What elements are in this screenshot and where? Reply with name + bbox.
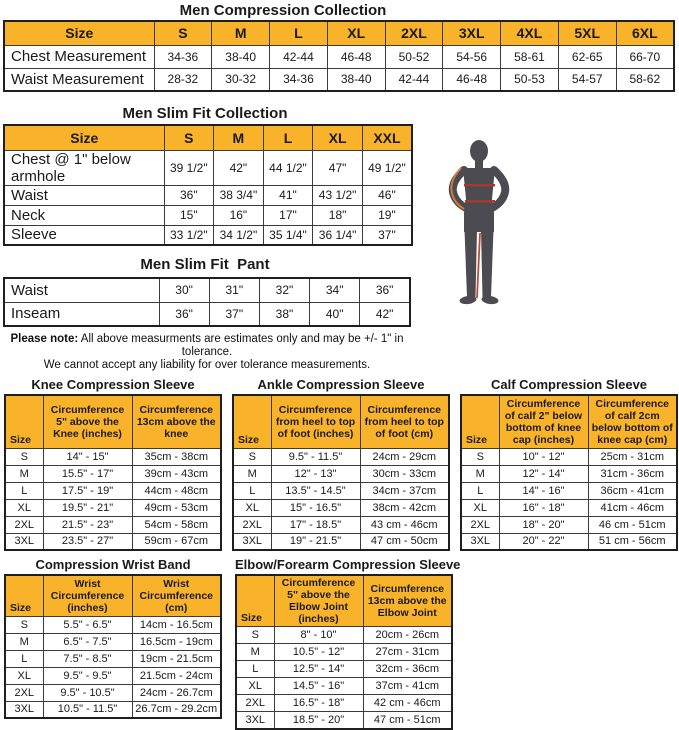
value-cell: 35 1/4" [263, 225, 313, 245]
value-cell: 38-40 [212, 45, 270, 68]
value-cell: 47 cm - 51cm [363, 712, 452, 729]
tolerance-note [0, 333, 414, 372]
men-slim-fit-pant-title: Men Slim Fit Pant [140, 256, 270, 273]
value-cell: 13.5" - 14.5" [271, 482, 360, 499]
row-label-cell: M [233, 465, 271, 482]
row-label-cell: L [5, 482, 43, 499]
value-cell: 42" [214, 150, 264, 185]
value-cell: 16.5cm - 19cm [132, 633, 221, 650]
value-cell: 41" [263, 185, 313, 205]
header-row [5, 395, 221, 448]
value-cell: 12" - 13" [271, 465, 360, 482]
value-cell: 46 cm - 51cm [588, 516, 677, 533]
value-cell: 62-65 [558, 45, 616, 68]
row-label-cell: M [5, 465, 43, 482]
value-cell: 19" - 21.5" [271, 533, 360, 550]
ankle-sleeve-table [232, 394, 450, 551]
ankle-sleeve-block [232, 377, 450, 551]
value-cell: 49 1/2" [362, 150, 412, 185]
row-label-cell: 2XL [233, 516, 271, 533]
calf-sleeve-table [460, 394, 678, 551]
table-row [461, 482, 677, 499]
row-label-cell: L [233, 482, 271, 499]
table-row [236, 644, 452, 661]
value-cell: 20cm - 26cm [363, 627, 452, 644]
value-cell: 34-36 [154, 45, 212, 68]
left-leg [465, 230, 478, 297]
value-cell: 43 cm - 46cm [360, 516, 449, 533]
row-label-cell: 2XL [5, 684, 43, 701]
row-label-cell: Chest @ 1" below armhole [4, 150, 164, 185]
wrist-band-title: Compression Wrist Band [35, 557, 191, 572]
value-cell: 17" [263, 205, 313, 225]
table-row [4, 68, 674, 91]
value-cell: 42 cm - 46cm [363, 695, 452, 712]
value-cell: 36cm - 41cm [588, 482, 677, 499]
row-label-cell: 3XL [236, 712, 274, 729]
value-cell: 46-48 [327, 45, 385, 68]
value-cell: 23.5" - 27" [43, 533, 132, 550]
value-cell: 14" - 16" [499, 482, 588, 499]
table-row [233, 448, 449, 465]
value-cell: 19cm - 21.5cm [132, 650, 221, 667]
table-row [236, 661, 452, 678]
note-label: Please note: [10, 333, 79, 345]
column-header-cell: Circumference 13cm above the knee [132, 395, 221, 448]
column-header-cell: Wrist Circumference (cm) [132, 575, 221, 616]
row-label-cell: XL [461, 499, 499, 516]
row-label-cell: M [461, 465, 499, 482]
value-cell: 15.5" - 17" [43, 465, 132, 482]
value-cell: 66-70 [616, 45, 674, 68]
value-cell: 18" - 20" [499, 516, 588, 533]
column-header-cell: 3XL [443, 21, 501, 45]
column-header-cell: L [263, 125, 313, 150]
column-header-cell: Circumference from heel to top of foot (inches) [271, 395, 360, 448]
table-row [236, 627, 452, 644]
row-label-cell: XL [5, 499, 43, 516]
table-row [5, 650, 221, 667]
value-cell: 27cm - 31cm [363, 644, 452, 661]
value-cell: 54-56 [443, 45, 501, 68]
table-row [236, 712, 452, 729]
table-row [5, 533, 221, 550]
column-header-cell: Size [4, 125, 164, 150]
header-row [5, 575, 221, 616]
column-header-cell: Size [233, 395, 271, 448]
header-row [233, 395, 449, 448]
value-cell: 49cm - 53cm [132, 499, 221, 516]
value-cell: 37cm - 41cm [363, 678, 452, 695]
table-row [5, 482, 221, 499]
table-row [233, 465, 449, 482]
row-label-cell: 2XL [5, 516, 43, 533]
value-cell: 9.5" - 9.5" [43, 667, 132, 684]
value-cell: 42-44 [385, 68, 443, 91]
value-cell: 9.5" - 11.5" [271, 448, 360, 465]
value-cell: 59cm - 67cm [132, 533, 221, 550]
value-cell: 31" [209, 278, 259, 302]
value-cell: 47" [313, 150, 363, 185]
male-silhouette-figure [444, 135, 514, 313]
column-header-cell: M [212, 21, 270, 45]
table-row [461, 465, 677, 482]
value-cell: 37" [362, 225, 412, 245]
sleeve-tables-row [4, 377, 679, 551]
table-row [461, 533, 677, 550]
column-header-cell: 2XL [385, 21, 443, 45]
note-text: All above measurments are estimates only and may be +/- 1" in tolerance. [80, 333, 404, 358]
value-cell: 6.5" - 7.5" [43, 633, 132, 650]
table-row [5, 633, 221, 650]
value-cell: 24cm - 29cm [360, 448, 449, 465]
header-row [4, 125, 412, 150]
column-header-cell: Circumference of calf 2cm below bottom of knee cap (cm) [588, 395, 677, 448]
table-row [5, 684, 221, 701]
column-header-cell: L [270, 21, 328, 45]
column-header-cell: 5XL [558, 21, 616, 45]
table-row [4, 225, 412, 245]
calf-sleeve-title: Calf Compression Sleeve [490, 377, 648, 392]
knee-sleeve-block [4, 377, 222, 551]
value-cell: 10" - 12" [499, 448, 588, 465]
column-header-cell: Circumference from heel to top of foot (cm) [360, 395, 449, 448]
table-row [233, 516, 449, 533]
value-cell: 51 cm - 56cm [588, 533, 677, 550]
row-label-cell: S [5, 448, 43, 465]
value-cell: 46-48 [443, 68, 501, 91]
table-row [233, 482, 449, 499]
value-cell: 28-32 [154, 68, 212, 91]
row-label-cell: 3XL [461, 533, 499, 550]
elbow-sleeve-title: Elbow/Forearm Compression Sleeve [235, 557, 461, 572]
value-cell: 38" [259, 302, 309, 326]
value-cell: 38-40 [327, 68, 385, 91]
inseam-measure-line-icon [477, 233, 480, 298]
column-header-cell: Size [236, 575, 274, 627]
value-cell: 50-53 [501, 68, 559, 91]
value-cell: 15" - 16.5" [271, 499, 360, 516]
value-cell: 10.5" - 12" [274, 644, 363, 661]
value-cell: 25cm - 31cm [588, 448, 677, 465]
value-cell: 39 1/2" [164, 150, 214, 185]
table-row [4, 45, 674, 68]
table-row [5, 701, 221, 718]
value-cell: 36" [159, 302, 209, 326]
value-cell: 33 1/2" [164, 225, 214, 245]
row-label-cell: 3XL [233, 533, 271, 550]
column-header-cell: M [214, 125, 264, 150]
value-cell: 58-61 [501, 45, 559, 68]
ankle-sleeve-title: Ankle Compression Sleeve [257, 377, 425, 392]
table-row [4, 205, 412, 225]
value-cell: 34" [310, 278, 360, 302]
table-row [4, 150, 412, 185]
value-cell: 32" [259, 278, 309, 302]
value-cell: 12.5" - 14" [274, 661, 363, 678]
row-label-cell: Waist [4, 278, 159, 302]
value-cell: 7.5" - 8.5" [43, 650, 132, 667]
tolerance-note-line2: We cannot accept any liability for over tolerance measurements. [43, 359, 371, 371]
body-silhouette [453, 140, 506, 305]
row-label-cell: Waist Measurement [4, 68, 154, 91]
value-cell: 16" [214, 205, 264, 225]
value-cell: 47 cm - 50cm [360, 533, 449, 550]
column-header-cell: Wrist Circumference (inches) [43, 575, 132, 616]
column-header-cell: XL [327, 21, 385, 45]
calf-sleeve-block [460, 377, 678, 551]
value-cell: 14cm - 16.5cm [132, 616, 221, 633]
value-cell: 10.5" - 11.5" [43, 701, 132, 718]
elbow-sleeve-block [235, 557, 460, 730]
value-cell: 38cm - 42cm [360, 499, 449, 516]
table-row [236, 678, 452, 695]
table-row [461, 448, 677, 465]
header-row [461, 395, 677, 448]
value-cell: 17.5" - 19" [43, 482, 132, 499]
row-label-cell: S [461, 448, 499, 465]
column-header-cell: Size [5, 575, 43, 616]
waist-measure-line-icon [465, 200, 495, 202]
value-cell: 34cm - 37cm [360, 482, 449, 499]
column-header-cell: Circumference 13cm above the Elbow Joint [363, 575, 452, 627]
chest-measure-line-icon [464, 184, 495, 186]
value-cell: 34-36 [270, 68, 328, 91]
value-cell: 32cm - 36cm [363, 661, 452, 678]
value-cell: 12" - 14" [499, 465, 588, 482]
table-row [5, 616, 221, 633]
row-label-cell: 2XL [236, 695, 274, 712]
knee-sleeve-table [4, 394, 222, 551]
elbow-sleeve-table [235, 574, 453, 730]
row-label-cell: 3XL [5, 701, 43, 718]
table-row [4, 302, 410, 326]
table-row [4, 185, 412, 205]
row-label-cell: Chest Measurement [4, 45, 154, 68]
column-header-cell: Size [4, 21, 154, 45]
value-cell: 37" [209, 302, 259, 326]
value-cell: 21.5" - 23" [43, 516, 132, 533]
value-cell: 36" [164, 185, 214, 205]
table-row [236, 695, 452, 712]
column-header-cell: Circumference 5" above the Elbow Joint (inches) [274, 575, 363, 627]
men-slim-fit-collection-table [3, 124, 413, 246]
row-label-cell: Waist [4, 185, 164, 205]
value-cell: 35cm - 38cm [132, 448, 221, 465]
value-cell: 18" [313, 205, 363, 225]
value-cell: 42" [360, 302, 410, 326]
knee-sleeve-title: Knee Compression Sleeve [31, 377, 195, 392]
value-cell: 34 1/2" [214, 225, 264, 245]
men-compression-collection-title: Men Compression Collection [179, 2, 387, 19]
band-tables-row [4, 557, 679, 730]
row-label-cell: 3XL [5, 533, 43, 550]
row-label-cell: L [5, 650, 43, 667]
value-cell: 36" [360, 278, 410, 302]
men-slim-fit-collection-title: Men Slim Fit Collection [122, 105, 288, 122]
column-header-cell: XXL [362, 125, 412, 150]
value-cell: 39cm - 43cm [132, 465, 221, 482]
row-label-cell: S [233, 448, 271, 465]
men-compression-collection-table [3, 20, 675, 92]
wrist-band-block [4, 557, 222, 730]
value-cell: 20" - 22" [499, 533, 588, 550]
value-cell: 44cm - 48cm [132, 482, 221, 499]
value-cell: 18.5" - 20" [274, 712, 363, 729]
row-label-cell: Sleeve [4, 225, 164, 245]
tolerance-note-line1 [0, 333, 414, 359]
value-cell: 9.5" - 10.5" [43, 684, 132, 701]
row-label-cell: XL [5, 667, 43, 684]
row-label-cell: M [236, 644, 274, 661]
value-cell: 14" - 15" [43, 448, 132, 465]
row-label-cell: L [236, 661, 274, 678]
table-row [5, 465, 221, 482]
table-row [233, 499, 449, 516]
row-label-cell: Neck [4, 205, 164, 225]
column-header-cell: S [154, 21, 212, 45]
column-header-cell: 4XL [501, 21, 559, 45]
size-chart-sheet [0, 2, 679, 726]
value-cell: 46" [362, 185, 412, 205]
value-cell: 42-44 [270, 45, 328, 68]
row-label-cell: S [5, 616, 43, 633]
value-cell: 58-62 [616, 68, 674, 91]
value-cell: 8" - 10" [274, 627, 363, 644]
value-cell: 44 1/2" [263, 150, 313, 185]
value-cell: 30" [159, 278, 209, 302]
value-cell: 43 1/2" [313, 185, 363, 205]
column-header-cell: Circumference 5" above the Knee (inches) [43, 395, 132, 448]
table-row [4, 278, 410, 302]
table-row [233, 533, 449, 550]
header-row [4, 21, 674, 45]
value-cell: 41cm - 46cm [588, 499, 677, 516]
value-cell: 5.5" - 6.5" [43, 616, 132, 633]
table-row [5, 448, 221, 465]
value-cell: 40" [310, 302, 360, 326]
value-cell: 21.5cm - 24cm [132, 667, 221, 684]
value-cell: 36 1/4" [313, 225, 363, 245]
value-cell: 14.5" - 16" [274, 678, 363, 695]
row-label-cell: Inseam [4, 302, 159, 326]
table-row [461, 516, 677, 533]
column-header-cell: Size [461, 395, 499, 448]
column-header-cell: XL [313, 125, 363, 150]
column-header-cell: Circumference of calf 2" below bottom of knee cap (inches) [499, 395, 588, 448]
right-leg [481, 230, 494, 297]
row-label-cell: XL [233, 499, 271, 516]
table-row [5, 516, 221, 533]
value-cell: 15" [164, 205, 214, 225]
value-cell: 30-32 [212, 68, 270, 91]
row-label-cell: M [5, 633, 43, 650]
row-label-cell: 2XL [461, 516, 499, 533]
value-cell: 31cm - 36cm [588, 465, 677, 482]
value-cell: 16" - 18" [499, 499, 588, 516]
value-cell: 30cm - 33cm [360, 465, 449, 482]
men-slim-fit-pant-table [3, 277, 411, 327]
column-header-cell: 6XL [616, 21, 674, 45]
value-cell: 19" [362, 205, 412, 225]
value-cell: 54cm - 58cm [132, 516, 221, 533]
wrist-band-table [4, 574, 222, 719]
table-row [5, 667, 221, 684]
column-header-cell: Size [5, 395, 43, 448]
value-cell: 50-52 [385, 45, 443, 68]
value-cell: 19.5" - 21" [43, 499, 132, 516]
row-label-cell: XL [236, 678, 274, 695]
value-cell: 24cm - 26.7cm [132, 684, 221, 701]
header-row [236, 575, 452, 627]
value-cell: 17" - 18.5" [271, 516, 360, 533]
row-label-cell: L [461, 482, 499, 499]
value-cell: 16.5" - 18" [274, 695, 363, 712]
row-label-cell: S [236, 627, 274, 644]
table-row [461, 499, 677, 516]
value-cell: 26.7cm - 29.2cm [132, 701, 221, 718]
value-cell: 38 3/4" [214, 185, 264, 205]
column-header-cell: S [164, 125, 214, 150]
value-cell: 54-57 [558, 68, 616, 91]
table-row [5, 499, 221, 516]
